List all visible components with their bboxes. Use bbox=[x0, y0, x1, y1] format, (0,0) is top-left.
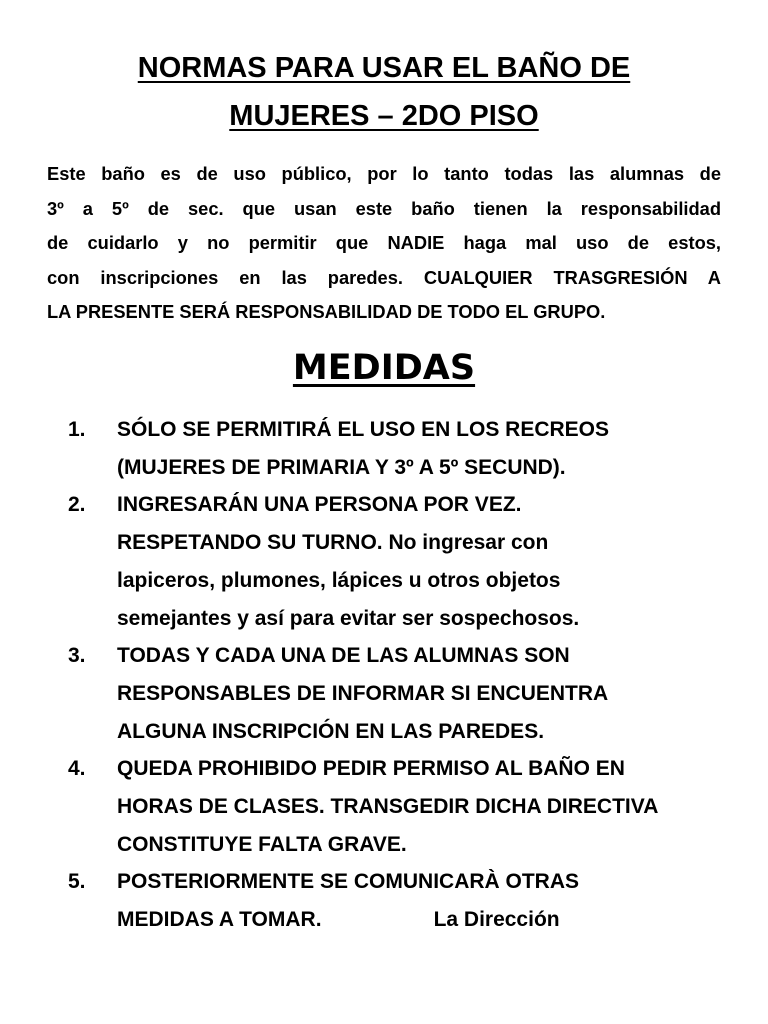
list-item-line: (MUJERES DE PRIMARIA Y 3º A 5º SECUND). bbox=[117, 455, 566, 479]
list-item-line: SÓLO SE PERMITIRÁ EL USO EN LOS RECREOS bbox=[117, 418, 610, 441]
intro-line: Este baño es de uso público, por lo tanto todas las alumnas de bbox=[47, 163, 721, 184]
list-item-line: ALGUNA INSCRIPCIÓN EN LAS PAREDES. bbox=[117, 719, 545, 743]
list-item-number: 5. bbox=[68, 870, 86, 894]
list-item-number: 4. bbox=[68, 757, 86, 781]
list-item-line bbox=[117, 901, 768, 939]
intro-line: 3º a 5º de sec. que usan este baño tienen la responsabilidad bbox=[47, 197, 721, 219]
measures-list bbox=[0, 411, 768, 939]
list-item bbox=[0, 863, 768, 938]
intro-paragraph bbox=[47, 157, 721, 330]
list-item bbox=[0, 637, 768, 750]
list-item-line: RESPETANDO SU TURNO. No ingresar con bbox=[117, 531, 549, 555]
list-item-number: 3. bbox=[68, 644, 86, 668]
list-item-line: RESPONSABLES DE INFORMAR SI ENCUENTRA bbox=[117, 681, 609, 705]
intro-line: LA PRESENTE SERÁ RESPONSABILIDAD DE TODO EL GRUPO. bbox=[47, 301, 606, 322]
intro-line: de cuidarlo y no permitir que NADIE haga mal uso de estos, bbox=[47, 232, 721, 253]
list-item bbox=[0, 486, 768, 637]
list-item-line: HORAS DE CLASES. TRANSGEDIR DICHA DIRECTIVA bbox=[117, 795, 659, 819]
list-item-line: semejantes y así para evitar ser sospechosos. bbox=[117, 606, 580, 630]
list-item-line: POSTERIORMENTE SE COMUNICARÀ OTRAS bbox=[117, 870, 580, 894]
measures-heading-text: MEDIDAS bbox=[292, 348, 476, 388]
list-item-line: TODAS Y CADA UNA DE LAS ALUMNAS SON bbox=[117, 644, 570, 668]
signature: La Dirección bbox=[433, 908, 560, 932]
title-line-1: NORMAS PARA USAR EL BAÑO DE bbox=[137, 52, 631, 84]
intro-line: con inscripciones en las paredes. CUALQUIER TRASGRESIÓN A bbox=[47, 266, 721, 288]
document-title bbox=[40, 44, 728, 140]
measures-heading bbox=[0, 344, 768, 392]
title-line-2: MUJERES – 2DO PISO bbox=[229, 100, 539, 132]
list-item-line: CONSTITUYE FALTA GRAVE. bbox=[117, 832, 407, 856]
list-item-line: QUEDA PROHIBIDO PEDIR PERMISO AL BAÑO EN bbox=[117, 757, 625, 781]
list-item bbox=[0, 411, 768, 486]
list-item bbox=[0, 750, 768, 863]
list-item-number: 2. bbox=[68, 493, 86, 517]
list-item-line: lapiceros, plumones, lápices u otros objetos bbox=[117, 568, 561, 592]
list-item-line: INGRESARÁN UNA PERSONA POR VEZ. bbox=[117, 493, 522, 517]
list-item-line-text: MEDIDAS A TOMAR. bbox=[117, 908, 322, 932]
list-item-number: 1. bbox=[68, 418, 86, 441]
